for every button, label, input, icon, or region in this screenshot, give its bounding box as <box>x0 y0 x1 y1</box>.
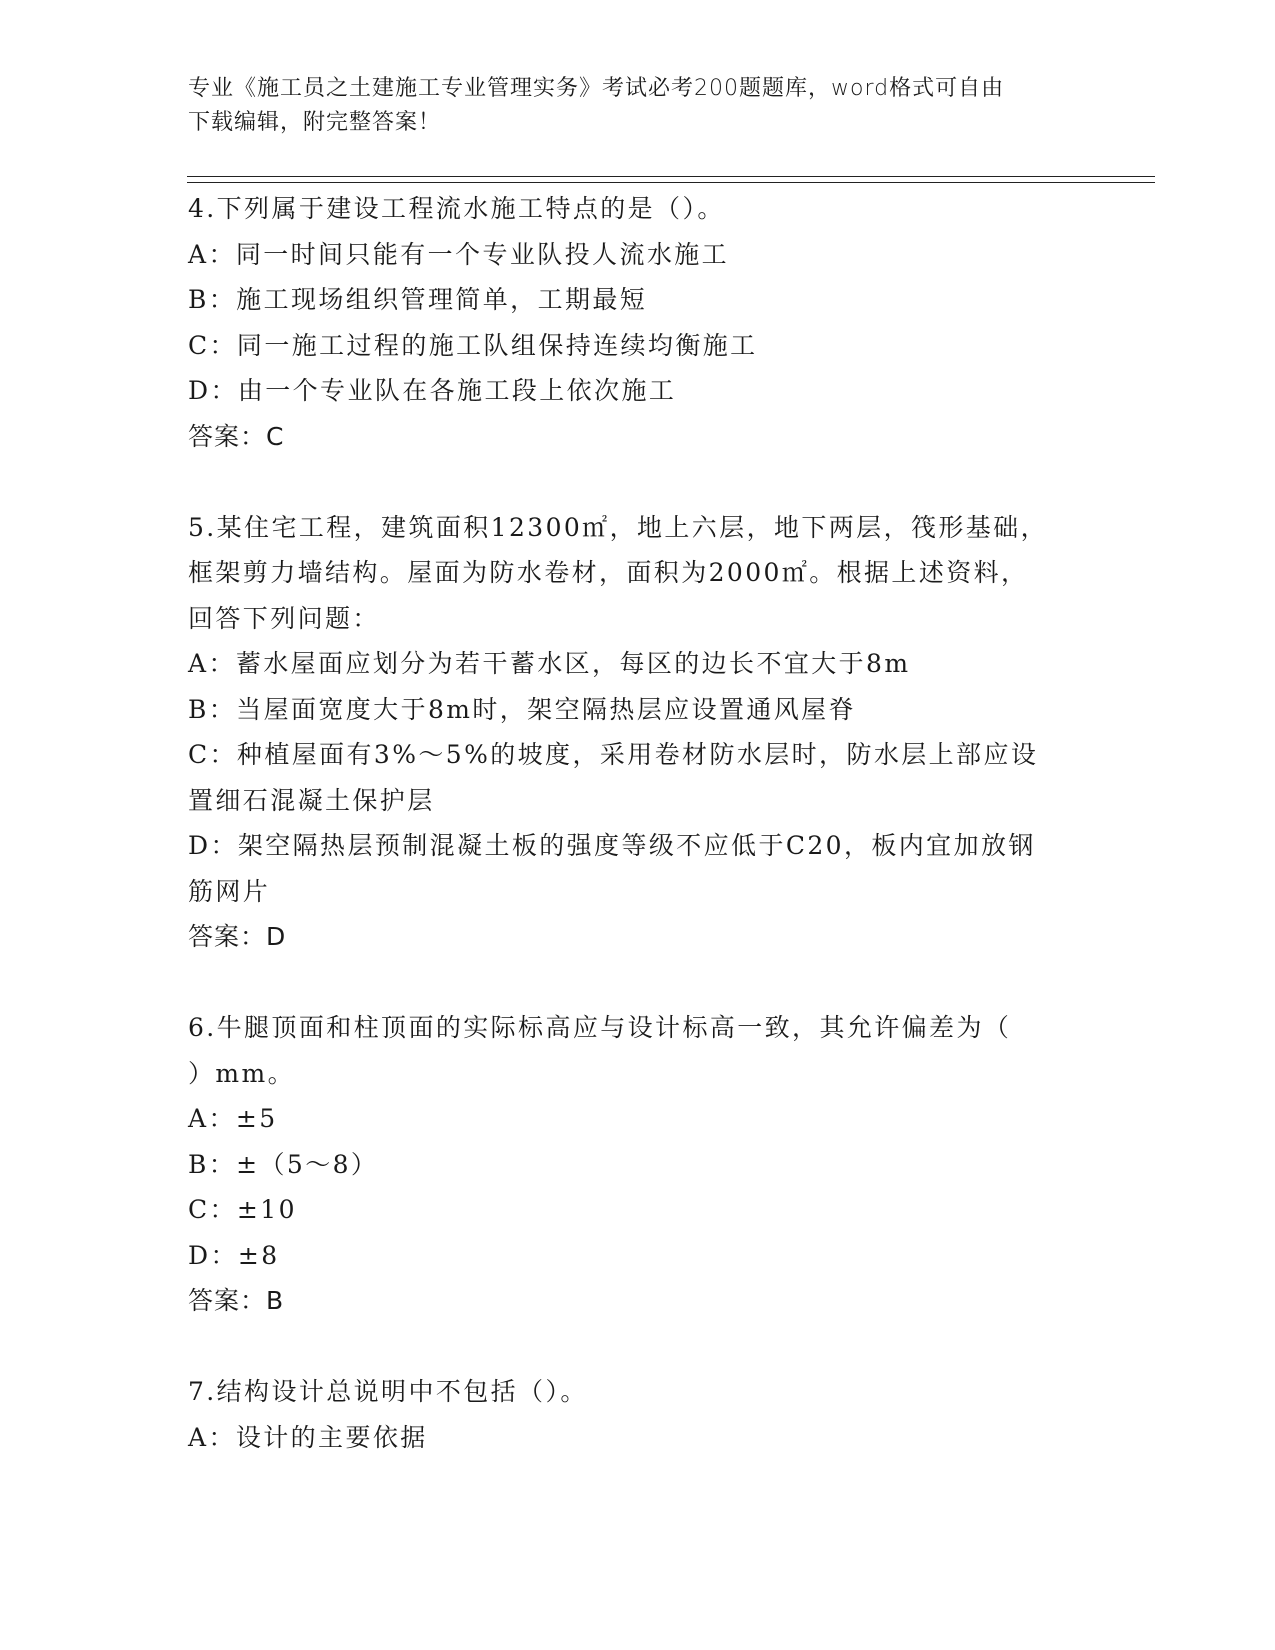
question-stem: 5.某住宅工程，建筑面积12300㎡，地上六层，地下两层，筏形基础， <box>188 512 1048 542</box>
question-stem-continued: ）mm。 <box>188 1058 296 1088</box>
option-d-continued: 筋网片 <box>188 876 271 906</box>
header-line-2: 下载编辑，附完整答案！ <box>188 110 442 135</box>
header-line-1: 专业《施工员之土建施工专业管理实务》考试必考200题题库，word格式可自由 <box>188 76 1005 101</box>
option-b: B：施工现场组织管理简单，工期最短 <box>188 285 648 314</box>
option-a: A：±5 <box>188 1104 278 1133</box>
answer-line: 答案：D <box>188 922 287 951</box>
question-block <box>188 505 1088 960</box>
option-a: A：设计的主要依据 <box>188 1422 428 1452</box>
question-block <box>188 1369 1088 1460</box>
question-stem: 4.下列属于建设工程流水施工特点的是（）。 <box>188 194 725 223</box>
option-c-continued: 置细石混凝土保护层 <box>188 785 435 815</box>
option-d: D：由一个专业队在各施工段上依次施工 <box>188 376 677 405</box>
question-block <box>188 1005 1088 1324</box>
option-d: D：架空隔热层预制混凝土板的强度等级不应低于C20，板内宜加放钢 <box>188 831 1036 860</box>
answer-line: 答案：C <box>188 421 285 451</box>
question-stem-continued: 回答下列问题： <box>188 603 380 633</box>
header-divider-top <box>187 176 1155 177</box>
document-header <box>188 72 1088 140</box>
option-d: D：±8 <box>188 1240 280 1270</box>
question-stem-continued: 框架剪力墙结构。屋面为防水卷材，面积为2000㎡。根据上述资料， <box>188 558 1029 587</box>
option-c: C：种植屋面有3%～5%的坡度，采用卷材防水层时，防水层上部应设 <box>188 740 1039 769</box>
question-stem: 7.结构设计总说明中不包括（）。 <box>188 1377 588 1406</box>
option-c: C：同一施工过程的施工队组保持连续均衡施工 <box>188 330 758 360</box>
option-b: B：当屋面宽度大于8m时，架空隔热层应设置通风屋脊 <box>188 694 856 724</box>
question-stem: 6.牛腿顶面和柱顶面的实际标高应与设计标高一致，其允许偏差为（ <box>188 1013 1012 1042</box>
question-block <box>188 186 1088 459</box>
answer-line: 答案：B <box>188 1286 285 1315</box>
question-list <box>188 186 1088 1460</box>
option-b: B：±（5～8） <box>188 1149 379 1179</box>
option-a: A：同一时间只能有一个专业队投人流水施工 <box>188 239 730 269</box>
option-a: A：蓄水屋面应划分为若干蓄水区，每区的边长不宜大于8m <box>188 649 911 678</box>
option-c: C：±10 <box>188 1195 297 1224</box>
header-divider-bottom <box>187 182 1155 183</box>
